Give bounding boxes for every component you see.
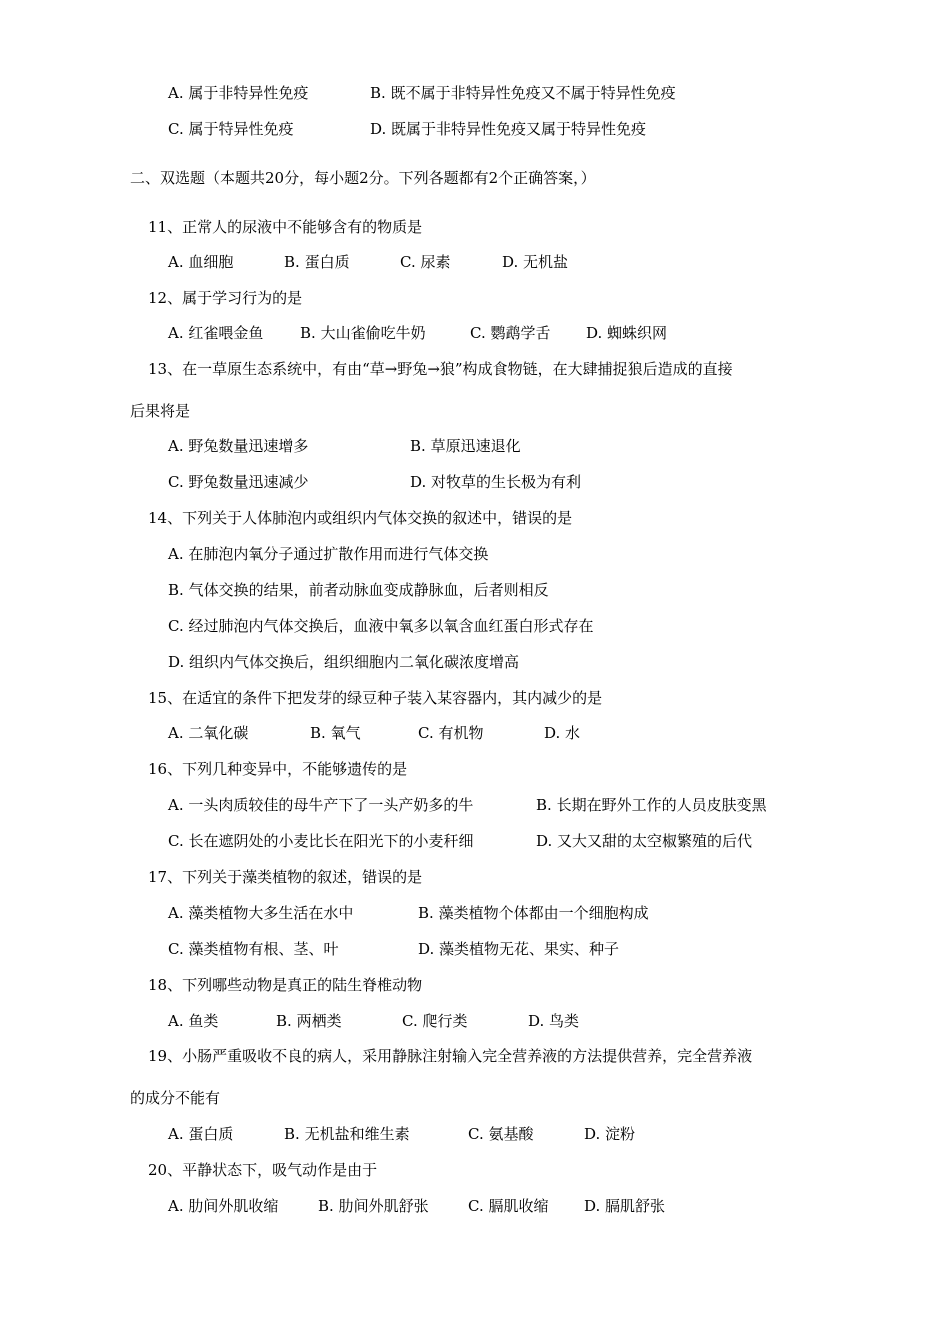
question-stem: 15、在适宜的条件下把发芽的绿豆种子装入某容器内，其内减少的是 [148, 689, 603, 707]
option-c: C. 藻类植物有根、茎、叶 [168, 940, 339, 958]
option-d: D. 组织内气体交换后，组织细胞内二氧化碳浓度增高 [168, 653, 520, 671]
question-stem: 20、平静状态下，吸气动作是由于 [148, 1161, 378, 1179]
option-d: D. 藻类植物无花、果实、种子 [418, 940, 620, 958]
option-a: A. 红雀喂金鱼 [168, 324, 264, 342]
option-c: C. 经过肺泡内气体交换后，血液中氧多以氧含血红蛋白形式存在 [168, 617, 594, 635]
option-a: A. 二氧化碳 [168, 724, 249, 742]
option-d: D. 无机盐 [502, 253, 569, 271]
question-stem: 12、属于学习行为的是 [148, 289, 303, 307]
option-d: D. 蜘蛛织网 [586, 324, 668, 342]
option-a: A. 鱼类 [168, 1012, 219, 1030]
option-b: B. 既不属于非特异性免疫又不属于特异性免疫 [370, 84, 676, 102]
option-b: B. 氧气 [310, 724, 361, 742]
option-d: D. 鸟类 [528, 1012, 580, 1030]
option-c: C. 鹦鹉学舌 [470, 324, 551, 342]
option-c: C. 属于特异性免疫 [168, 120, 294, 138]
option-b: B. 蛋白质 [284, 253, 350, 271]
option-c: C. 膈肌收缩 [468, 1197, 549, 1215]
question-stem: 18、下列哪些动物是真正的陆生脊椎动物 [148, 976, 423, 994]
option-a: A. 藻类植物大多生活在水中 [168, 904, 354, 922]
section-heading: 二、双选题（本题共20分，每小题2分。下列各题都有2个正确答案，） [130, 169, 596, 187]
option-c: C. 有机物 [418, 724, 484, 742]
option-d: D. 淀粉 [584, 1125, 636, 1143]
option-c: C. 尿素 [400, 253, 451, 271]
option-a: A. 属于非特异性免疫 [168, 84, 309, 102]
option-a: A. 野兔数量迅速增多 [168, 437, 309, 455]
option-b: B. 无机盐和维生素 [284, 1125, 410, 1143]
option-b: B. 两栖类 [276, 1012, 342, 1030]
question-stem: 13、在一草原生态系统中，有由“草→野兔→狼”构成食物链，在大肆捕捉狼后造成的直接 [148, 360, 733, 378]
option-a: A. 在肺泡内氧分子通过扩散作用而进行气体交换 [168, 545, 489, 563]
question-stem: 16、下列几种变异中，不能够遗传的是 [148, 760, 408, 778]
option-a: A. 一头肉质较佳的母牛产下了一头产奶多的牛 [168, 796, 474, 814]
option-c: C. 爬行类 [402, 1012, 468, 1030]
question-stem-continued: 的成分不能有 [130, 1089, 221, 1107]
option-b: B. 大山雀偷吃牛奶 [300, 324, 426, 342]
option-a: A. 血细胞 [168, 253, 234, 271]
option-d: D. 既属于非特异性免疫又属于特异性免疫 [370, 120, 647, 138]
question-stem: 14、下列关于人体肺泡内或组织内气体交换的叙述中，错误的是 [148, 509, 573, 527]
question-stem: 19、小肠严重吸收不良的病人，采用静脉注射输入完全营养液的方法提供营养，完全营养液 [148, 1047, 753, 1065]
option-d: D. 膈肌舒张 [584, 1197, 666, 1215]
option-d: D. 对牧草的生长极为有利 [410, 473, 582, 491]
question-stem-continued: 后果将是 [130, 402, 191, 420]
option-b: B. 草原迅速退化 [410, 437, 521, 455]
option-b: B. 气体交换的结果，前者动脉血变成静脉血，后者则相反 [168, 581, 549, 599]
question-stem: 11、正常人的尿液中不能够含有的物质是 [148, 218, 423, 236]
option-b: B. 藻类植物个体都由一个细胞构成 [418, 904, 649, 922]
option-d: D. 又大又甜的太空椒繁殖的后代 [536, 832, 753, 850]
option-c: C. 氨基酸 [468, 1125, 534, 1143]
option-a: A. 肋间外肌收缩 [168, 1197, 279, 1215]
option-d: D. 水 [544, 724, 581, 742]
option-b: B. 肋间外肌舒张 [318, 1197, 429, 1215]
option-c: C. 长在遮阴处的小麦比长在阳光下的小麦秆细 [168, 832, 474, 850]
option-b: B. 长期在野外工作的人员皮肤变黑 [536, 796, 767, 814]
question-stem: 17、下列关于藻类植物的叙述，错误的是 [148, 868, 423, 886]
option-a: A. 蛋白质 [168, 1125, 234, 1143]
option-c: C. 野兔数量迅速减少 [168, 473, 309, 491]
